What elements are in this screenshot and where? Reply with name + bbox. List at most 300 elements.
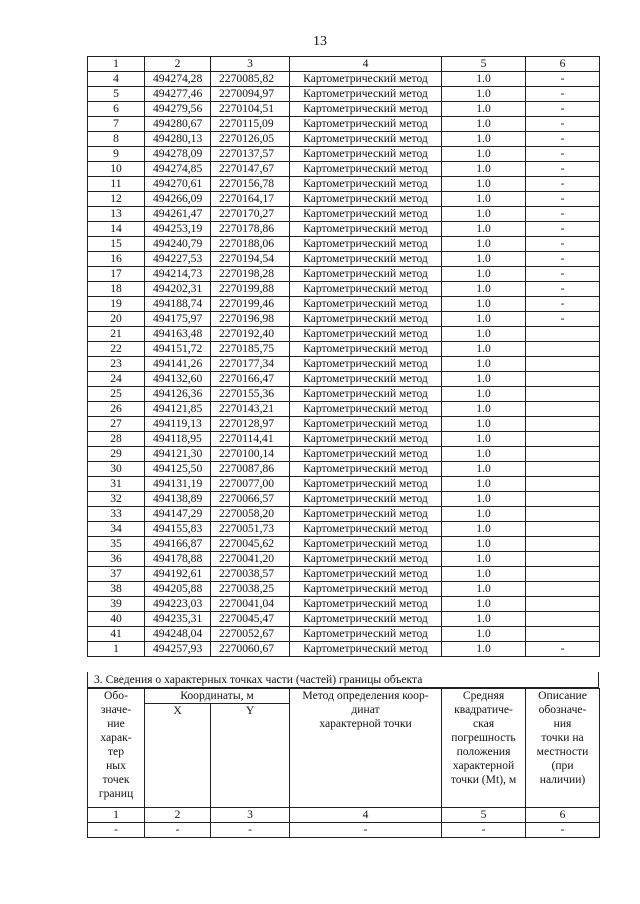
- coord-x-cell: 494205,88: [145, 582, 211, 597]
- coord-y-cell: 2270038,25: [211, 582, 290, 597]
- coord-x-cell: 494261,47: [145, 207, 211, 222]
- point-number-cell: 24: [88, 372, 145, 387]
- coord-x-cell: 494274,85: [145, 162, 211, 177]
- point-number-cell: 1: [88, 642, 145, 657]
- coord-x-cell: 494188,74: [145, 297, 211, 312]
- accuracy-cell: 1.0: [442, 177, 526, 192]
- description-cell: -: [526, 132, 600, 147]
- coord-y-cell: 2270114,41: [211, 432, 290, 447]
- number-cell: 6: [526, 808, 600, 823]
- accuracy-cell: 1.0: [442, 462, 526, 477]
- description-cell: -: [526, 267, 600, 282]
- accuracy-cell: 1.0: [442, 87, 526, 102]
- method-cell: Картометрический метод: [290, 477, 442, 492]
- method-cell: Картометрический метод: [290, 372, 442, 387]
- description-cell: [526, 432, 600, 447]
- coord-y-cell: 2270188,06: [211, 237, 290, 252]
- coord-y-cell: 2270143,21: [211, 402, 290, 417]
- method-cell: Картометрический метод: [290, 327, 442, 342]
- accuracy-cell: 1.0: [442, 162, 526, 177]
- header-cell: 3: [211, 57, 290, 72]
- accuracy-cell: 1.0: [442, 297, 526, 312]
- coord-y-cell: 2270166,47: [211, 372, 290, 387]
- coord-y-cell: 2270058,20: [211, 507, 290, 522]
- table-row: [88, 582, 600, 597]
- description-cell: -: [526, 72, 600, 87]
- coord-x-cell: 494163,48: [145, 327, 211, 342]
- method-cell: Картометрический метод: [290, 492, 442, 507]
- table-row: [88, 612, 600, 627]
- accuracy-cell: 1.0: [442, 567, 526, 582]
- point-number-cell: 31: [88, 477, 145, 492]
- method-cell: Картометрический метод: [290, 252, 442, 267]
- coord-y-cell: 2270085,82: [211, 72, 290, 87]
- description-cell: -: [526, 222, 600, 237]
- coord-x-cell: 494151,72: [145, 342, 211, 357]
- accuracy-cell: 1.0: [442, 477, 526, 492]
- table-row: [88, 537, 600, 552]
- coord-x-cell: 494192,61: [145, 567, 211, 582]
- accuracy-cell: 1.0: [442, 402, 526, 417]
- description-cell: -: [526, 642, 600, 657]
- method-cell: Картометрический метод: [290, 267, 442, 282]
- table-row: [88, 327, 600, 342]
- coord-y-cell: 2270147,67: [211, 162, 290, 177]
- description-cell: -: [526, 312, 600, 327]
- description-cell: -: [526, 177, 600, 192]
- header-cell: 4: [290, 57, 442, 72]
- description-cell: [526, 417, 600, 432]
- method-cell: Картометрический метод: [290, 102, 442, 117]
- coord-x-cell: 494178,88: [145, 552, 211, 567]
- coordinates-table: [87, 56, 600, 657]
- method-cell: Картометрический метод: [290, 597, 442, 612]
- table-row: [88, 177, 600, 192]
- coord-y-cell: 2270192,40: [211, 327, 290, 342]
- coord-y-cell: 2270170,27: [211, 207, 290, 222]
- accuracy-cell: 1.0: [442, 522, 526, 537]
- point-number-cell: 41: [88, 627, 145, 642]
- table-row: [88, 417, 600, 432]
- description-cell: -: [526, 297, 600, 312]
- coord-y-cell: 2270198,28: [211, 267, 290, 282]
- header-cell: 6: [526, 57, 600, 72]
- coord-y-cell: 2270156,78: [211, 177, 290, 192]
- point-number-cell: 9: [88, 147, 145, 162]
- accuracy-cell: 1.0: [442, 72, 526, 87]
- coord-y-cell: 2270051,73: [211, 522, 290, 537]
- table-row: [88, 87, 600, 102]
- coord-y-cell: 2270137,57: [211, 147, 290, 162]
- table-row: [88, 492, 600, 507]
- coord-x-cell: 494125,50: [145, 462, 211, 477]
- coord-x-cell: 494227,53: [145, 252, 211, 267]
- coord-x-cell: 494266,09: [145, 192, 211, 207]
- coord-y-cell: 2270060,67: [211, 642, 290, 657]
- method-cell: Картометрический метод: [290, 222, 442, 237]
- coord-y-cell: 2270199,88: [211, 282, 290, 297]
- point-number-cell: 16: [88, 252, 145, 267]
- point-number-cell: 5: [88, 87, 145, 102]
- coord-y-cell: 2270178,86: [211, 222, 290, 237]
- coord-y-cell: 2270041,04: [211, 597, 290, 612]
- number-cell: 1: [88, 808, 145, 823]
- method-cell: Картометрический метод: [290, 192, 442, 207]
- method-cell: Картометрический метод: [290, 432, 442, 447]
- table-row: [88, 192, 600, 207]
- method-cell: Картометрический метод: [290, 207, 442, 222]
- description-cell: [526, 492, 600, 507]
- table-row: [88, 402, 600, 417]
- accuracy-cell: 1.0: [442, 447, 526, 462]
- description-cell: -: [526, 102, 600, 117]
- coord-x-cell: 494235,31: [145, 612, 211, 627]
- table-header-row: [88, 57, 600, 72]
- point-number-cell: 30: [88, 462, 145, 477]
- table-row: [88, 432, 600, 447]
- description-cell: [526, 537, 600, 552]
- coord-x-cell: 494175,97: [145, 312, 211, 327]
- method-cell: Картометрический метод: [290, 537, 442, 552]
- coord-x-cell: 494126,36: [145, 387, 211, 402]
- method-cell: Картометрический метод: [290, 237, 442, 252]
- coord-x-cell: 494132,60: [145, 372, 211, 387]
- point-number-cell: 35: [88, 537, 145, 552]
- description-cell: -: [526, 207, 600, 222]
- point-number-cell: 19: [88, 297, 145, 312]
- accuracy-cell: 1.0: [442, 552, 526, 567]
- accuracy-cell: 1.0: [442, 342, 526, 357]
- method-cell: Картометрический метод: [290, 357, 442, 372]
- coord-x-cell: 494121,30: [145, 447, 211, 462]
- table-row: [88, 282, 600, 297]
- coord-x-cell: 494279,56: [145, 102, 211, 117]
- method-cell: Картометрический метод: [290, 177, 442, 192]
- description-cell: -: [526, 147, 600, 162]
- coord-x-cell: 494240,79: [145, 237, 211, 252]
- method-cell: Картометрический метод: [290, 522, 442, 537]
- point-number-cell: 20: [88, 312, 145, 327]
- table-row: [88, 297, 600, 312]
- coord-y-cell: 2270087,86: [211, 462, 290, 477]
- coord-x-cell: 494155,83: [145, 522, 211, 537]
- description-cell: [526, 552, 600, 567]
- col-method-header: Метод определения коор- динат характерной точки: [290, 689, 442, 808]
- description-cell: -: [526, 117, 600, 132]
- point-number-cell: 6: [88, 102, 145, 117]
- accuracy-cell: 1.0: [442, 537, 526, 552]
- description-cell: -: [526, 192, 600, 207]
- point-number-cell: 11: [88, 177, 145, 192]
- description-cell: [526, 507, 600, 522]
- parts-empty-row: [88, 823, 600, 838]
- table-row: [88, 447, 600, 462]
- coord-y-cell: 2270041,20: [211, 552, 290, 567]
- number-cell: 2: [145, 808, 211, 823]
- coord-y-cell: 2270094,97: [211, 87, 290, 102]
- coord-x-cell: 494257,93: [145, 642, 211, 657]
- method-cell: Картометрический метод: [290, 72, 442, 87]
- coord-y-cell: 2270066,57: [211, 492, 290, 507]
- coord-y-cell: 2270100,14: [211, 447, 290, 462]
- point-number-cell: 22: [88, 342, 145, 357]
- coord-x-cell: 494166,87: [145, 537, 211, 552]
- accuracy-cell: 1.0: [442, 117, 526, 132]
- point-number-cell: 36: [88, 552, 145, 567]
- number-cell: 4: [290, 808, 442, 823]
- accuracy-cell: 1.0: [442, 582, 526, 597]
- description-cell: [526, 447, 600, 462]
- accuracy-cell: 1.0: [442, 267, 526, 282]
- accuracy-cell: 1.0: [442, 597, 526, 612]
- table-row: [88, 357, 600, 372]
- coord-y-cell: 2270077,00: [211, 477, 290, 492]
- coord-x-cell: 494138,89: [145, 492, 211, 507]
- table-row: [88, 387, 600, 402]
- table-row: [88, 642, 600, 657]
- empty-cell: -: [290, 823, 442, 838]
- parts-table: [87, 688, 600, 838]
- method-cell: Картометрический метод: [290, 132, 442, 147]
- coord-y-cell: 2270194,54: [211, 252, 290, 267]
- table-row: [88, 462, 600, 477]
- table-row: [88, 552, 600, 567]
- point-number-cell: 34: [88, 522, 145, 537]
- accuracy-cell: 1.0: [442, 102, 526, 117]
- table-row: [88, 252, 600, 267]
- coord-y-cell: 2270185,75: [211, 342, 290, 357]
- accuracy-cell: 1.0: [442, 357, 526, 372]
- description-cell: [526, 567, 600, 582]
- number-cell: 3: [211, 808, 290, 823]
- point-number-cell: 28: [88, 432, 145, 447]
- coord-y-cell: 2270155,36: [211, 387, 290, 402]
- method-cell: Картометрический метод: [290, 117, 442, 132]
- method-cell: Картометрический метод: [290, 297, 442, 312]
- point-number-cell: 37: [88, 567, 145, 582]
- description-cell: [526, 522, 600, 537]
- method-cell: Картометрический метод: [290, 402, 442, 417]
- table-row: [88, 477, 600, 492]
- accuracy-cell: 1.0: [442, 387, 526, 402]
- accuracy-cell: 1.0: [442, 612, 526, 627]
- col-accuracy-header: Средняя квадратиче- ская погрешность положения характерной точки (Mt), м: [442, 689, 526, 808]
- coord-x-cell: 494248,04: [145, 627, 211, 642]
- point-number-cell: 14: [88, 222, 145, 237]
- coord-x-cell: 494202,31: [145, 282, 211, 297]
- coord-y-cell: 2270038,57: [211, 567, 290, 582]
- accuracy-cell: 1.0: [442, 237, 526, 252]
- description-cell: -: [526, 87, 600, 102]
- accuracy-cell: 1.0: [442, 327, 526, 342]
- accuracy-cell: 1.0: [442, 312, 526, 327]
- accuracy-cell: 1.0: [442, 147, 526, 162]
- table-row: [88, 597, 600, 612]
- col-designation-header: Обо- значе- ние харак- тер ных точек границ: [88, 689, 145, 808]
- method-cell: Картометрический метод: [290, 642, 442, 657]
- col-description-header: Описание обозначе- ния точки на местности (при наличии): [526, 689, 600, 808]
- description-cell: -: [526, 162, 600, 177]
- coord-x-cell: 494147,29: [145, 507, 211, 522]
- page-number: 13: [313, 34, 327, 49]
- method-cell: Картометрический метод: [290, 312, 442, 327]
- coord-x-cell: 494131,19: [145, 477, 211, 492]
- coord-y-cell: 2270045,47: [211, 612, 290, 627]
- method-cell: Картометрический метод: [290, 342, 442, 357]
- table-row: [88, 147, 600, 162]
- point-number-cell: 21: [88, 327, 145, 342]
- table-row: [88, 522, 600, 537]
- method-cell: Картометрический метод: [290, 387, 442, 402]
- point-number-cell: 32: [88, 492, 145, 507]
- empty-cell: -: [145, 823, 211, 838]
- description-cell: [526, 342, 600, 357]
- description-cell: [526, 357, 600, 372]
- method-cell: Картометрический метод: [290, 612, 442, 627]
- coord-x-cell: 494118,95: [145, 432, 211, 447]
- point-number-cell: 26: [88, 402, 145, 417]
- description-cell: [526, 327, 600, 342]
- method-cell: Картометрический метод: [290, 462, 442, 477]
- accuracy-cell: 1.0: [442, 252, 526, 267]
- description-cell: -: [526, 282, 600, 297]
- table-row: [88, 207, 600, 222]
- point-number-cell: 17: [88, 267, 145, 282]
- table-row: [88, 72, 600, 87]
- point-number-cell: 29: [88, 447, 145, 462]
- point-number-cell: 12: [88, 192, 145, 207]
- accuracy-cell: 1.0: [442, 417, 526, 432]
- method-cell: Картометрический метод: [290, 417, 442, 432]
- table-row: [88, 267, 600, 282]
- point-number-cell: 38: [88, 582, 145, 597]
- header-cell: 1: [88, 57, 145, 72]
- table-row: [88, 117, 600, 132]
- point-number-cell: 27: [88, 417, 145, 432]
- description-cell: [526, 387, 600, 402]
- header-cell: 5: [442, 57, 526, 72]
- point-number-cell: 18: [88, 282, 145, 297]
- table-row: [88, 132, 600, 147]
- description-cell: [526, 597, 600, 612]
- table-row: [88, 372, 600, 387]
- description-cell: [526, 612, 600, 627]
- coord-x-cell: 494280,13: [145, 132, 211, 147]
- table-row: [88, 102, 600, 117]
- point-number-cell: 8: [88, 132, 145, 147]
- table-row: [88, 507, 600, 522]
- method-cell: Картометрический метод: [290, 87, 442, 102]
- description-cell: [526, 372, 600, 387]
- table-row: [88, 162, 600, 177]
- coord-x-cell: 494119,13: [145, 417, 211, 432]
- coord-y-cell: 2270115,09: [211, 117, 290, 132]
- coord-x-cell: 494270,61: [145, 177, 211, 192]
- empty-cell: -: [526, 823, 600, 838]
- coord-x-cell: 494277,46: [145, 87, 211, 102]
- accuracy-cell: 1.0: [442, 207, 526, 222]
- coord-y-cell: 2270052,67: [211, 627, 290, 642]
- accuracy-cell: 1.0: [442, 627, 526, 642]
- accuracy-cell: 1.0: [442, 432, 526, 447]
- method-cell: Картометрический метод: [290, 507, 442, 522]
- description-cell: [526, 627, 600, 642]
- parts-number-row: [88, 808, 600, 823]
- point-number-cell: 15: [88, 237, 145, 252]
- point-number-cell: 33: [88, 507, 145, 522]
- description-cell: [526, 582, 600, 597]
- empty-cell: -: [88, 823, 145, 838]
- section-3-title: 3. Сведения о характерных точках части (частей) границы объекта: [87, 672, 599, 688]
- col-coordinates-header: Координаты, м: [145, 689, 290, 704]
- accuracy-cell: 1.0: [442, 132, 526, 147]
- table-row: [88, 222, 600, 237]
- description-cell: [526, 477, 600, 492]
- number-cell: 5: [442, 808, 526, 823]
- description-cell: [526, 462, 600, 477]
- method-cell: Картометрический метод: [290, 627, 442, 642]
- method-cell: Картометрический метод: [290, 567, 442, 582]
- coord-y-cell: 2270196,98: [211, 312, 290, 327]
- method-cell: Картометрический метод: [290, 162, 442, 177]
- coord-x-cell: 494214,73: [145, 267, 211, 282]
- parts-header-row: [88, 689, 600, 704]
- empty-cell: -: [211, 823, 290, 838]
- table-row: [88, 567, 600, 582]
- accuracy-cell: 1.0: [442, 372, 526, 387]
- table-row: [88, 627, 600, 642]
- coord-x-cell: 494278,09: [145, 147, 211, 162]
- point-number-cell: 7: [88, 117, 145, 132]
- point-number-cell: 25: [88, 387, 145, 402]
- coord-y-cell: 2270045,62: [211, 537, 290, 552]
- accuracy-cell: 1.0: [442, 192, 526, 207]
- table-row: [88, 342, 600, 357]
- coord-x-cell: 494253,19: [145, 222, 211, 237]
- empty-cell: -: [442, 823, 526, 838]
- point-number-cell: 13: [88, 207, 145, 222]
- table-row: [88, 237, 600, 252]
- coord-y-cell: 2270177,34: [211, 357, 290, 372]
- coord-y-cell: 2270126,05: [211, 132, 290, 147]
- point-number-cell: 39: [88, 597, 145, 612]
- method-cell: Картометрический метод: [290, 552, 442, 567]
- coord-x-cell: 494280,67: [145, 117, 211, 132]
- method-cell: Картометрический метод: [290, 147, 442, 162]
- coord-x-cell: 494141,26: [145, 357, 211, 372]
- col-x-header: X: [145, 704, 211, 808]
- description-cell: -: [526, 237, 600, 252]
- coord-y-cell: 2270199,46: [211, 297, 290, 312]
- accuracy-cell: 1.0: [442, 282, 526, 297]
- coord-x-cell: 494274,28: [145, 72, 211, 87]
- col-y-header: Y: [211, 704, 290, 808]
- point-number-cell: 40: [88, 612, 145, 627]
- coord-y-cell: 2270104,51: [211, 102, 290, 117]
- method-cell: Картометрический метод: [290, 282, 442, 297]
- accuracy-cell: 1.0: [442, 507, 526, 522]
- point-number-cell: 4: [88, 72, 145, 87]
- coord-y-cell: 2270164,17: [211, 192, 290, 207]
- coord-y-cell: 2270128,97: [211, 417, 290, 432]
- point-number-cell: 10: [88, 162, 145, 177]
- accuracy-cell: 1.0: [442, 492, 526, 507]
- accuracy-cell: 1.0: [442, 222, 526, 237]
- table-row: [88, 312, 600, 327]
- method-cell: Картометрический метод: [290, 447, 442, 462]
- description-cell: [526, 402, 600, 417]
- point-number-cell: 23: [88, 357, 145, 372]
